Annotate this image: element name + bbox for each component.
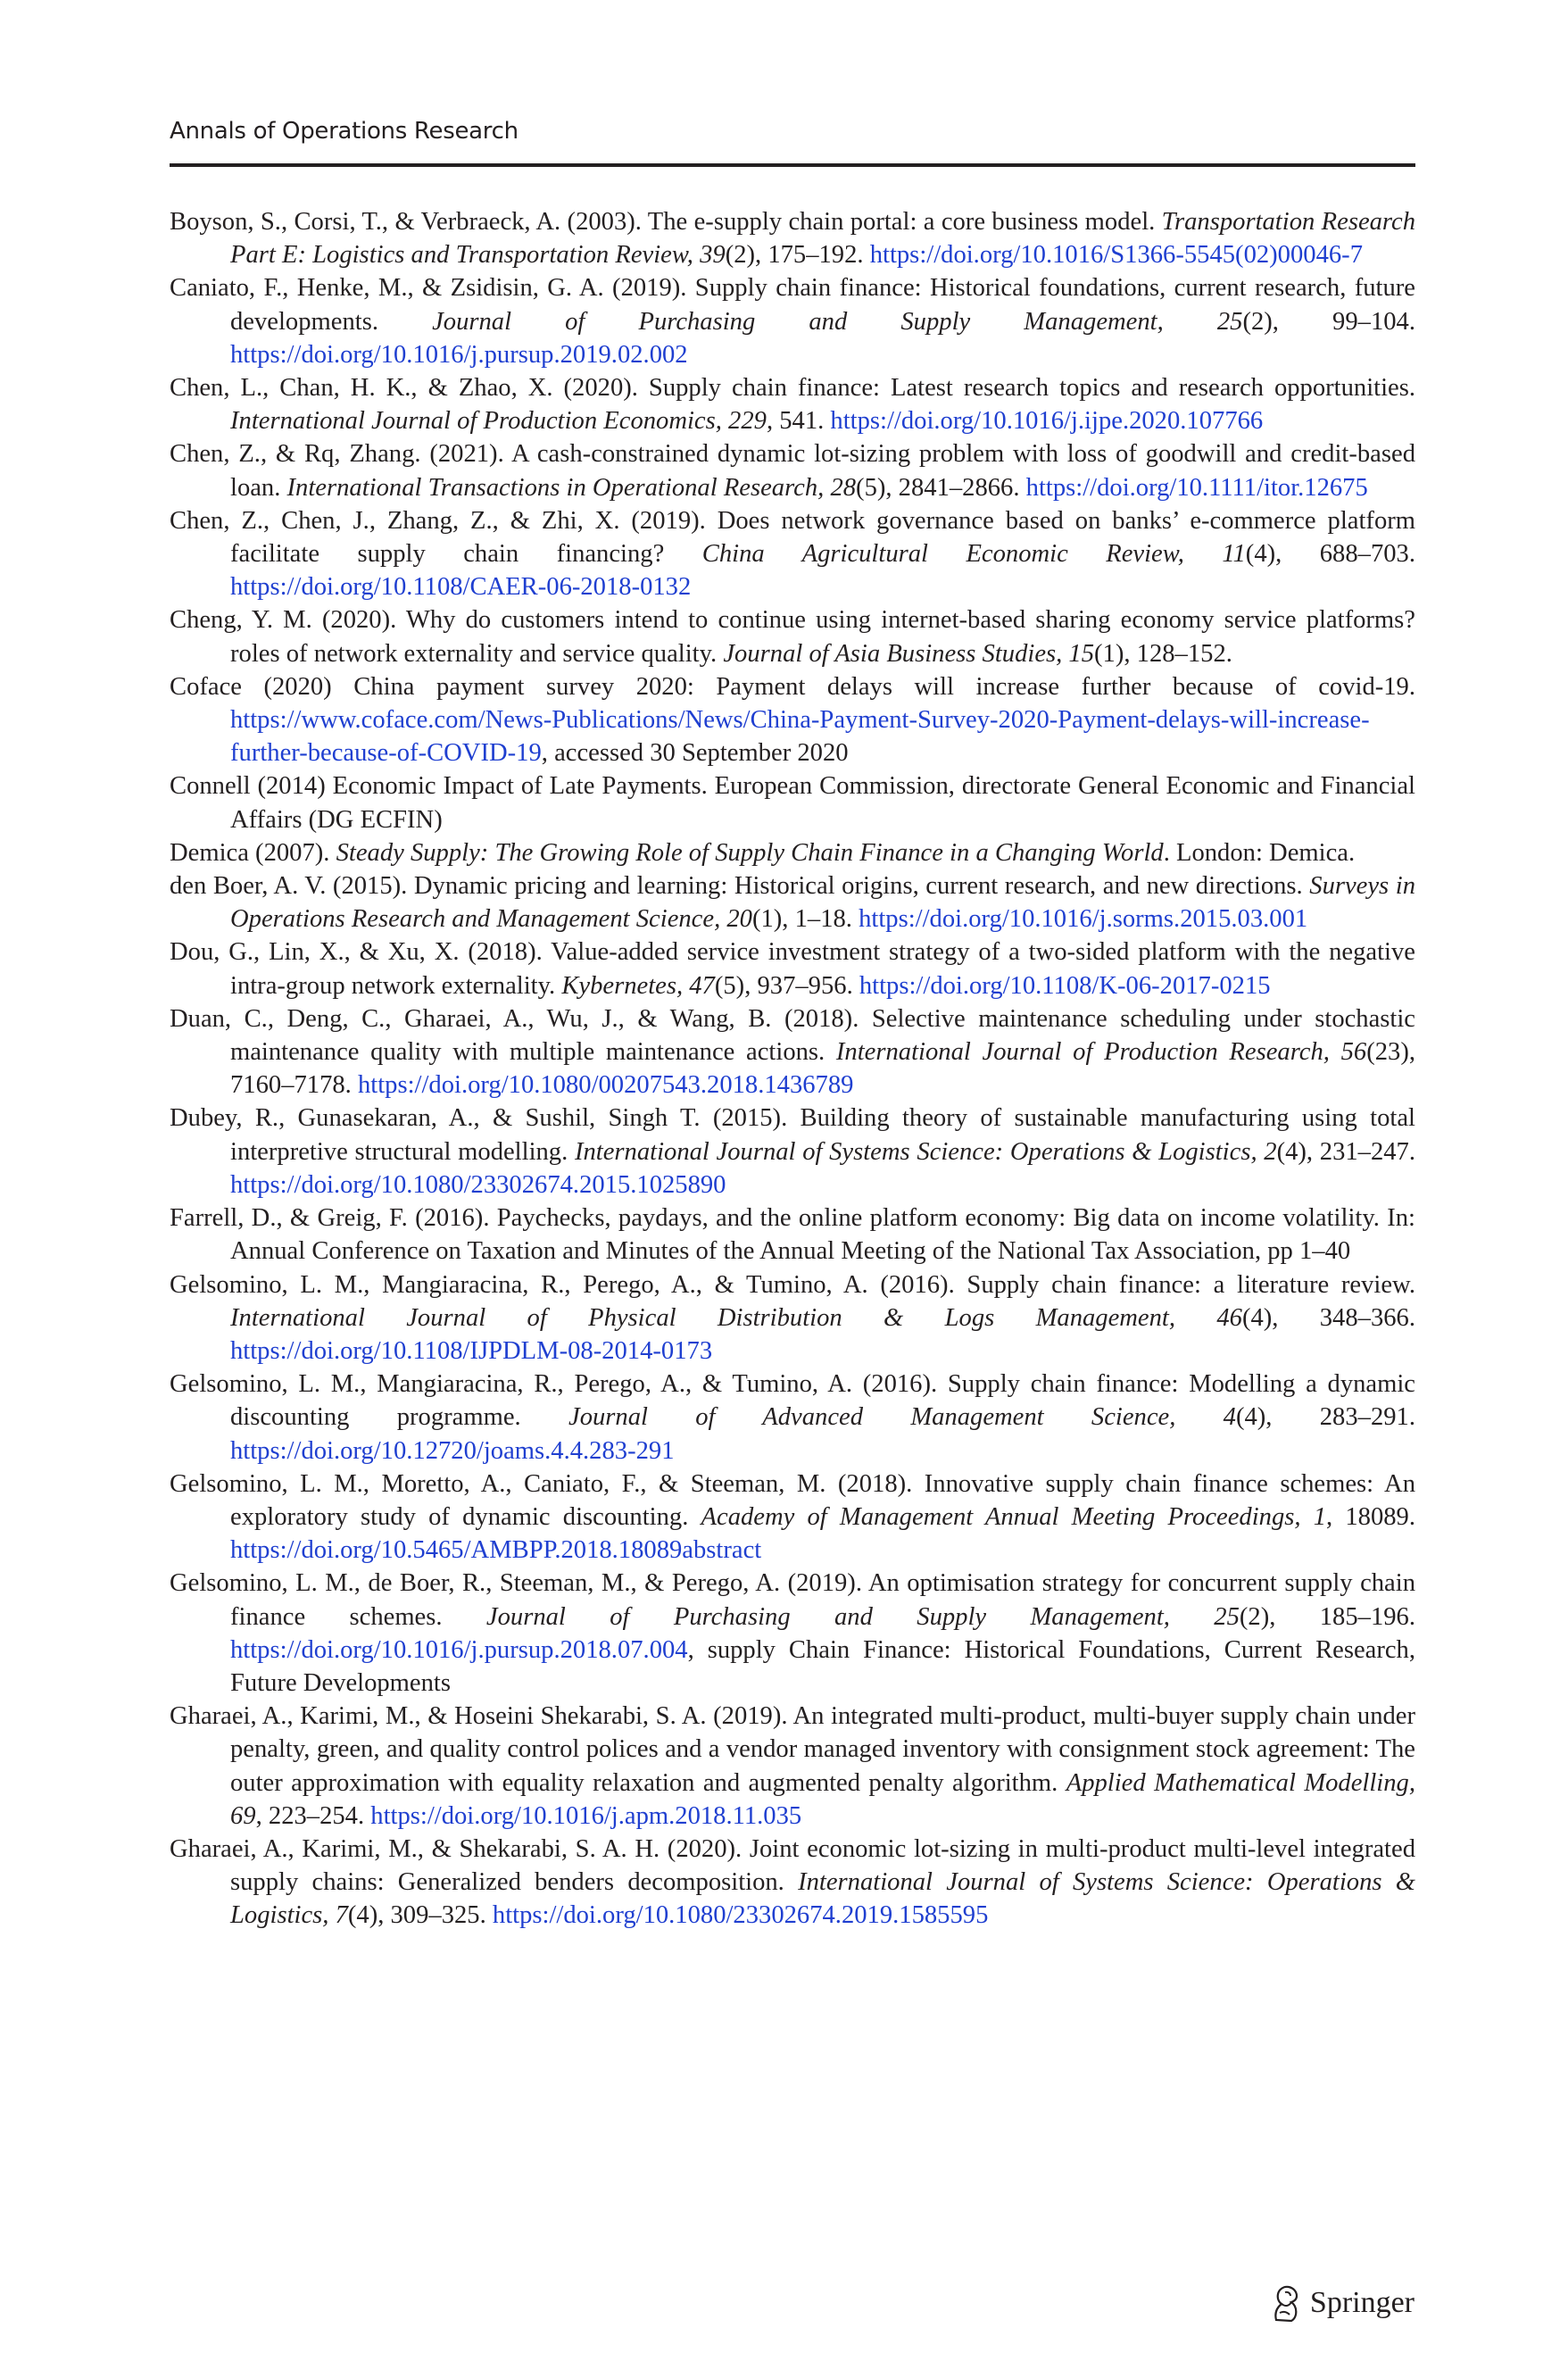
reference-text: Caniato, F., Henke, M., & Zsidisin, G. A. (2019). Supply chain finance: Historical foundations, current research, future developments.: [170, 274, 1415, 336]
journal-title: Journal of Purchasing and Supply Management, 25: [432, 307, 1243, 336]
journal-title: Kybernetes, 47: [561, 971, 715, 1000]
reference-entry: [170, 1368, 1415, 1468]
reference-text: Chen, Z., Chen, J., Zhang, Z., & Zhi, X. (2019). Does network governance based on banks’ e-commerce platform facilitate supply chain financing?: [170, 506, 1415, 569]
reference-text: Chen, Z., & Rq, Zhang. (2021). A cash-constrained dynamic lot-sizing problem with loss of goodwill and credit-based loan.: [170, 440, 1415, 502]
reference-list: [170, 205, 1415, 1933]
reference-entry: [170, 836, 1415, 869]
doi-link[interactable]: https://doi.org/10.1016/j.apm.2018.11.035: [370, 1801, 802, 1830]
doi-link[interactable]: https://doi.org/10.1108/K-06-2017-0215: [859, 971, 1271, 1000]
publisher-name: Springer: [1309, 2286, 1415, 2319]
reference-entry: [170, 670, 1415, 770]
header-rule: [170, 163, 1415, 167]
journal-title: International Journal of Systems Science: Operations & Logistics, 2: [574, 1137, 1277, 1166]
doi-link[interactable]: https://doi.org/10.1016/j.ijpe.2020.107766: [830, 407, 1264, 436]
journal-title: Steady Supply: The Growing Role of Supply Chain Finance in a Changing World: [336, 838, 1164, 867]
reference-entry: [170, 1102, 1415, 1201]
reference-text: Gharaei, A., Karimi, M., & Hoseini Shekarabi, S. A. (2019). An integrated multi-product, multi-buyer supply chain under penalty, green, and quality control polices and a vendor managed inventory with consignment stock agreement: The outer approximation with equality relaxation and augmented penalty algorithm.: [170, 1702, 1415, 1797]
reference-entry: [170, 769, 1415, 836]
reference-text: Cheng, Y. M. (2020). Why do customers intend to continue using internet-based sharing economy service platforms? roles of network externality and service quality.: [170, 606, 1415, 668]
doi-link[interactable]: https://doi.org/10.1080/23302674.2015.1025890: [230, 1170, 726, 1199]
reference-text: Duan, C., Deng, C., Gharaei, A., Wu, J., & Wang, B. (2018). Selective maintenance scheduling under stochastic maintenance quality with multiple maintenance actions.: [170, 1004, 1415, 1067]
journal-title: Journal of Purchasing and Supply Management, 25: [485, 1602, 1240, 1631]
reference-entry: [170, 205, 1415, 271]
doi-link[interactable]: https://doi.org/10.1016/j.pursup.2019.02.002: [230, 340, 688, 369]
reference-text: Gelsomino, L. M., de Boer, R., Steeman, M., & Perego, A. (2019). An optimisation strategy for concurrent supply chain finance schemes.: [170, 1569, 1415, 1631]
reference-entry: [170, 1700, 1415, 1833]
reference-text: (4), 231–247.: [1276, 1137, 1416, 1166]
reference-text: (2), 185–196.: [1239, 1602, 1415, 1631]
reference-entry: [170, 271, 1415, 371]
doi-link[interactable]: https://doi.org/10.1016/j.pursup.2018.07.004: [230, 1635, 688, 1664]
reference-text: (4), 348–366.: [1241, 1303, 1415, 1332]
reference-text: Connell (2014) Economic Impact of Late Payments. European Commission, directorate General Economic and Financial Affairs (DG ECFIN): [170, 772, 1415, 834]
reference-text: Chen, L., Chan, H. K., & Zhao, X. (2020). Supply chain finance: Latest research topics and research opportunities.: [170, 374, 1415, 403]
reference-text: Gelsomino, L. M., Mangiaracina, R., Perego, A., & Tumino, A. (2016). Supply chain finance: Modelling a dynamic discounting programme.: [170, 1370, 1415, 1432]
springer-horse-icon: [1269, 2284, 1301, 2322]
reference-text: , accessed 30 September 2020: [541, 739, 849, 768]
publisher-footer: [1269, 2282, 1415, 2324]
reference-text: Gelsomino, L. M., Moretto, A., Caniato, F., & Steeman, M. (2018). Innovative supply chain finance schemes: An exploratory study of dynamic discounting.: [170, 1469, 1415, 1531]
journal-title: International Journal of Systems Science: Operations & Logistics, 7: [230, 1868, 1415, 1930]
journal-title: Journal of Asia Business Studies, 15: [723, 639, 1095, 668]
reference-text: (23), 7160–7178.: [230, 1038, 1416, 1100]
reference-entry: [170, 1833, 1415, 1933]
reference-text: . London: Demica.: [1163, 838, 1356, 867]
journal-title: International Transactions in Operational Research, 28: [286, 473, 857, 502]
reference-text: Gharaei, A., Karimi, M., & Shekarabi, S. A. H. (2020). Joint economic lot-sizing in multi-product multi-level integrated supply chains: Generalized benders decomposition.: [170, 1834, 1415, 1897]
journal-title: International Journal of Physical Distribution & Logs Management, 46: [230, 1303, 1242, 1332]
doi-link[interactable]: https://doi.org/10.1080/23302674.2019.1585595: [492, 1901, 989, 1930]
reference-entry: [170, 1567, 1415, 1700]
reference-text: Boyson, S., Corsi, T., & Verbraeck, A. (2003). The e-supply chain portal: a core business model.: [170, 208, 1162, 236]
reference-entry: [170, 1002, 1415, 1102]
reference-text: , 18089.: [1326, 1502, 1415, 1531]
journal-title: Applied Mathematical Modelling, 69: [230, 1768, 1415, 1830]
doi-link[interactable]: https://doi.org/10.1111/itor.12675: [1025, 473, 1368, 502]
reference-text: , 223–254.: [255, 1801, 371, 1830]
journal-title: Surveys in Operations Research and Management Science, 20: [230, 872, 1415, 934]
reference-text: Dou, G., Lin, X., & Xu, X. (2018). Value-added service investment strategy of a two-sided platform with the negative intra-group network externality.: [170, 938, 1415, 1000]
reference-text: (4), 283–291.: [1235, 1403, 1415, 1432]
journal-title: Academy of Management Annual Meeting Proceedings, 1: [701, 1502, 1327, 1531]
reference-text: , 541.: [766, 407, 831, 436]
reference-text: (4), 688–703.: [1245, 540, 1415, 569]
reference-text: Gelsomino, L. M., Mangiaracina, R., Perego, A., & Tumino, A. (2016). Supply chain finance: a literature review.: [170, 1270, 1415, 1299]
doi-link[interactable]: https://doi.org/10.1108/CAER-06-2018-0132: [230, 573, 692, 602]
reference-text: Farrell, D., & Greig, F. (2016). Paychecks, paydays, and the online platform economy: Big data on income volatility. In: Annual Conference on Taxation and Minutes of the Annual Meeting of the National Tax Association, pp 1–40: [170, 1204, 1415, 1266]
reference-entry: [170, 504, 1415, 604]
reference-text: Dubey, R., Gunasekaran, A., & Sushil, Singh T. (2015). Building theory of sustainable manufacturing using total interpretive structural modelling.: [170, 1104, 1415, 1166]
journal-title: Transportation Research Part E: Logistics and Transportation Review, 39: [230, 208, 1415, 270]
reference-entry: [170, 437, 1415, 503]
reference-text: , supply Chain Finance: Historical Foundations, Current Research, Future Developments: [230, 1635, 1415, 1697]
doi-link[interactable]: https://doi.org/10.1108/IJPDLM-08-2014-0173: [230, 1336, 713, 1365]
reference-text: Coface (2020) China payment survey 2020: Payment delays will increase further because of covid-19.: [170, 672, 1415, 701]
running-header: Annals of Operations Research: [170, 118, 519, 145]
doi-link[interactable]: https://www.coface.com/News-Publications/News/China-Payment-Survey-2020-Payment-delays-will-increase-further-because-of-COVID-19: [230, 706, 1370, 768]
reference-entry: [170, 869, 1415, 935]
journal-title: International Journal of Production Research, 56: [835, 1038, 1367, 1067]
doi-link[interactable]: https://doi.org/10.1016/j.sorms.2015.03.001: [859, 905, 1308, 934]
reference-text: den Boer, A. V. (2015). Dynamic pricing and learning: Historical origins, current research, and new directions.: [170, 872, 1310, 901]
doi-link[interactable]: https://doi.org/10.12720/joams.4.4.283-291: [230, 1436, 675, 1465]
reference-entry: [170, 603, 1415, 669]
reference-entry: [170, 1201, 1415, 1268]
reference-text: (5), 2841–2866.: [856, 473, 1026, 502]
doi-link[interactable]: https://doi.org/10.5465/AMBPP.2018.18089abstract: [230, 1536, 762, 1565]
journal-title: China Agricultural Economic Review, 11: [701, 540, 1246, 569]
reference-text: (1), 128–152.: [1094, 639, 1232, 668]
doi-link[interactable]: https://doi.org/10.1080/00207543.2018.1436789: [357, 1071, 854, 1100]
reference-entry: [170, 935, 1415, 1002]
reference-text: Demica (2007).: [170, 838, 336, 867]
journal-title: Journal of Advanced Management Science, 4: [568, 1403, 1236, 1432]
journal-title: International Journal of Production Economics, 229: [230, 407, 767, 436]
reference-text: (4), 309–325.: [347, 1901, 493, 1930]
doi-link[interactable]: https://doi.org/10.1016/S1366-5545(02)00046-7: [869, 241, 1363, 270]
reference-text: (5), 937–956.: [714, 971, 859, 1000]
reference-entry: [170, 1268, 1415, 1368]
reference-entry: [170, 371, 1415, 437]
reference-text: (2), 175–192.: [725, 241, 870, 270]
reference-entry: [170, 1468, 1415, 1567]
reference-text: (2), 99–104.: [1242, 307, 1415, 336]
reference-text: (1), 1–18.: [751, 905, 859, 934]
